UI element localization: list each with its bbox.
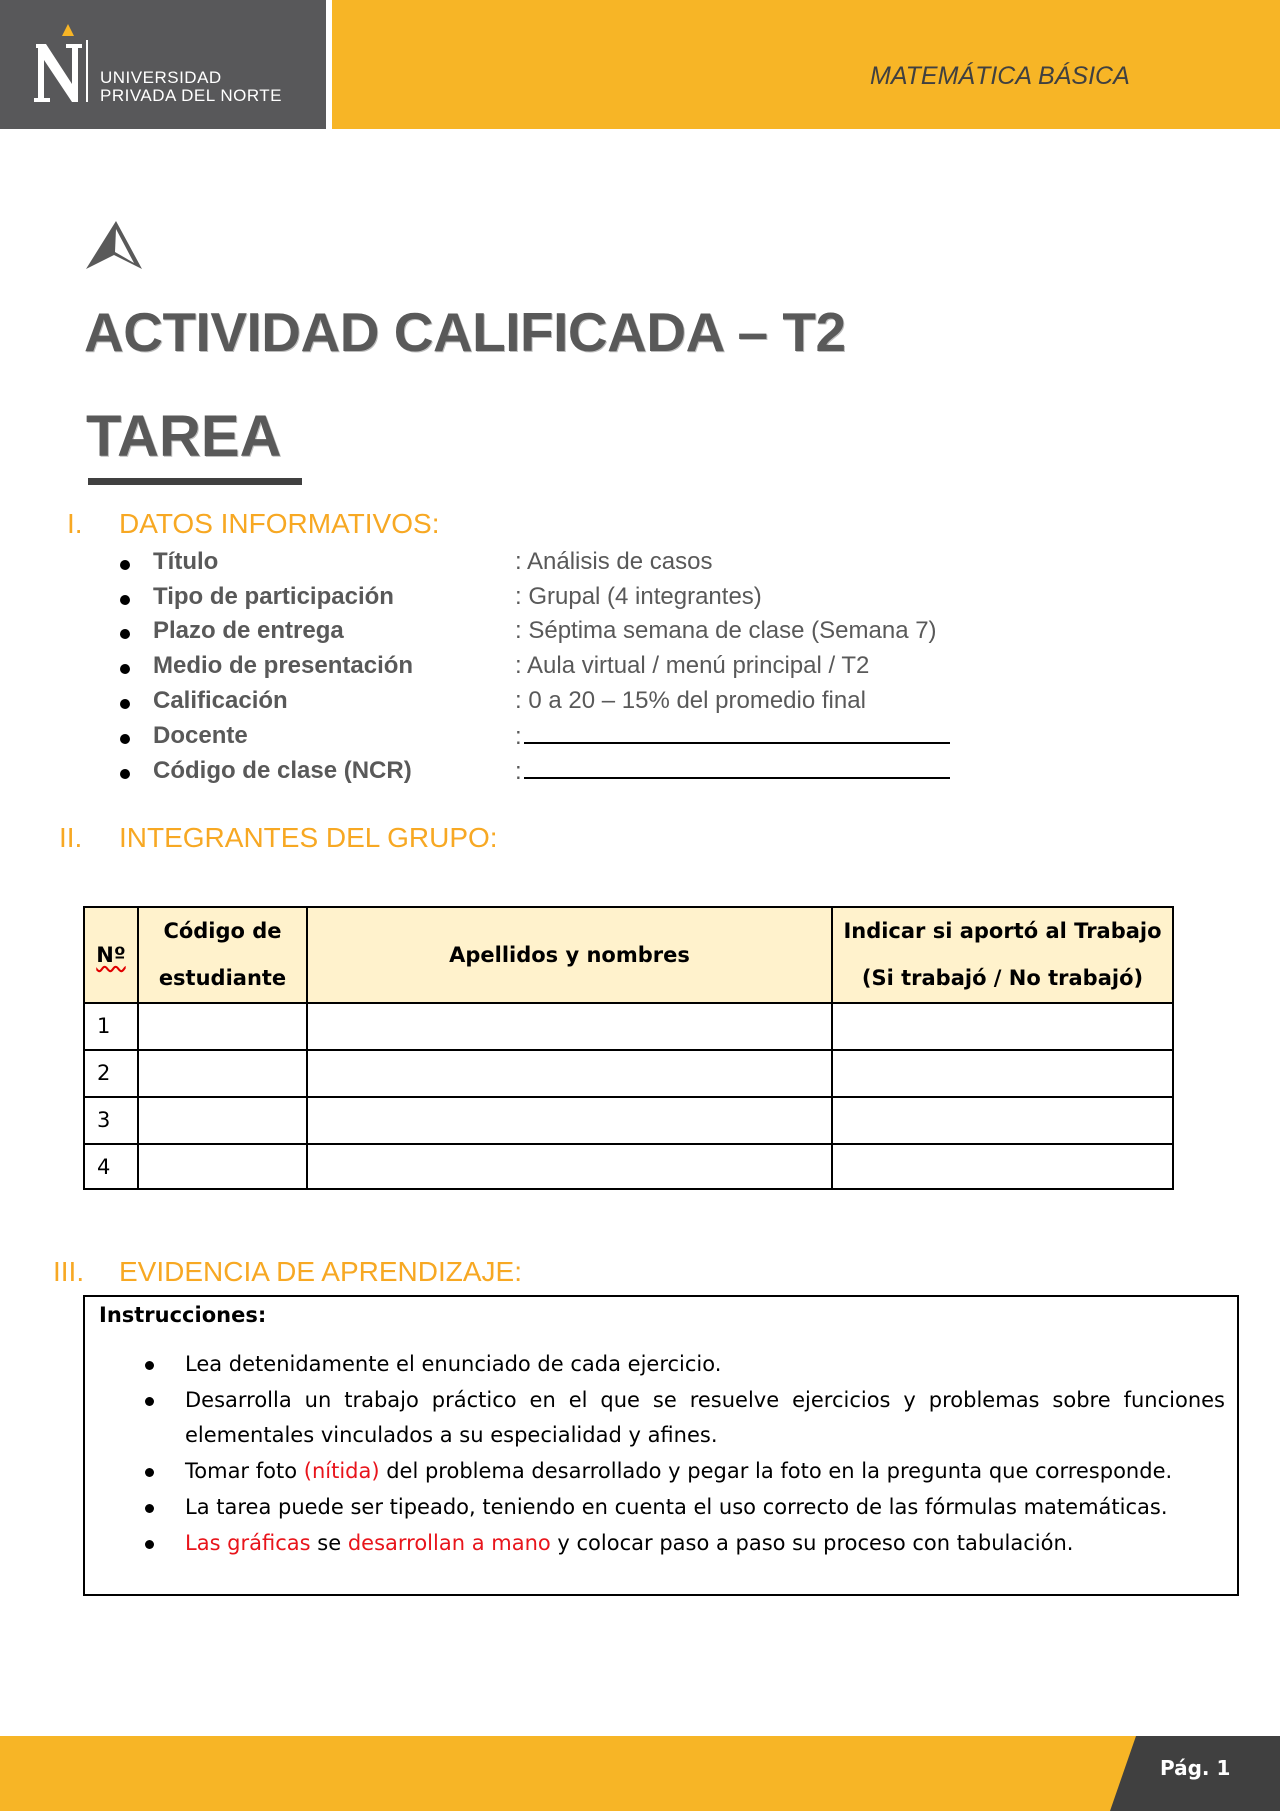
bullet-icon	[120, 560, 130, 570]
course-title: MATEMÁTICA BÁSICA	[870, 62, 1130, 90]
info-value: : Aula virtual / menú principal / T2	[515, 652, 870, 679]
bullet-icon	[145, 1540, 154, 1549]
page-footer	[0, 1736, 1280, 1811]
info-value: : Análisis de casos	[515, 548, 713, 575]
instruction-1: Lea detenidamente el enunciado de cada ejercicio.	[185, 1352, 722, 1376]
instruction-2: Desarrolla un trabajo práctico en el que se resuelve ejercicios y problemas sobre funciones elementales vinculados a su especialidad y afines.	[185, 1388, 1225, 1447]
ncr-blank-line[interactable]	[524, 757, 950, 779]
instruction-4: La tarea puede ser tipeado, teniendo en cuenta el uso correcto de las fórmulas matemáticas.	[185, 1495, 1168, 1519]
task-title: TAREA	[86, 404, 282, 469]
contrib-cell[interactable]	[832, 1144, 1173, 1189]
members-table	[83, 906, 1174, 1190]
bullet-icon	[120, 699, 130, 709]
row-number: 3	[84, 1097, 138, 1144]
bullet-icon	[120, 629, 130, 639]
bullet-icon	[120, 734, 130, 744]
bullet-icon	[145, 1361, 154, 1370]
contrib-cell[interactable]	[832, 1003, 1173, 1050]
instruction-3-highlight: (nítida)	[303, 1459, 380, 1483]
bullet-icon	[145, 1504, 154, 1513]
table-header-row	[84, 907, 1173, 1003]
contrib-cell[interactable]	[832, 1097, 1173, 1144]
bullet-icon	[145, 1397, 154, 1406]
table-row	[84, 1144, 1173, 1189]
instruction-3-part-b: del problema desarrollado y pegar la foto en la pregunta que corresponde.	[379, 1459, 1173, 1483]
instruction-5-part-b: y colocar paso a paso su proceso con tabulación.	[550, 1531, 1074, 1555]
code-cell[interactable]	[138, 1050, 307, 1097]
header-code	[138, 907, 307, 1003]
section-3-number: III.	[53, 1256, 85, 1287]
info-label: Docente	[153, 722, 248, 749]
header-code-line2: estudiante	[158, 966, 287, 990]
info-value-blank	[515, 722, 950, 751]
code-cell[interactable]	[138, 1097, 307, 1144]
code-cell[interactable]	[138, 1003, 307, 1050]
logo-text	[100, 69, 282, 105]
header-contrib	[832, 907, 1173, 1003]
info-label: Medio de presentación	[153, 652, 414, 679]
contrib-cell[interactable]	[832, 1050, 1173, 1097]
bullet-icon	[120, 769, 130, 779]
section-2-number: II.	[59, 822, 83, 853]
info-label: Tipo de participación	[153, 583, 394, 610]
logo-line-2: PRIVADA DEL NORTE	[100, 86, 283, 105]
info-value: : Grupal (4 integrantes)	[515, 583, 762, 610]
instruction-5-part-a: se	[310, 1531, 348, 1555]
header-code-line1: Código de	[163, 919, 282, 943]
section-2-title: INTEGRANTES DEL GRUPO:	[119, 822, 498, 853]
instruction-5-highlight-1: Las gráficas	[185, 1531, 311, 1555]
bullet-icon	[120, 595, 130, 605]
row-number: 2	[84, 1050, 138, 1097]
colon: :	[515, 723, 522, 750]
info-label: Título	[153, 548, 219, 575]
row-number: 4	[84, 1144, 138, 1189]
info-label: Plazo de entrega	[153, 617, 344, 644]
header-num: Nº	[84, 907, 138, 1003]
task-title-underline	[88, 478, 302, 485]
names-cell[interactable]	[307, 1003, 832, 1050]
names-cell[interactable]	[307, 1097, 832, 1144]
instructions-box	[83, 1295, 1239, 1596]
info-value: : 0 a 20 – 15% del promedio final	[515, 687, 866, 714]
code-cell[interactable]	[138, 1144, 307, 1189]
header-names: Apellidos y nombres	[307, 907, 832, 1003]
section-1-title: DATOS INFORMATIVOS:	[119, 508, 440, 539]
info-label: Calificación	[153, 687, 288, 714]
table-row	[84, 1097, 1173, 1144]
bullet-icon	[120, 664, 130, 674]
info-label: Código de clase (NCR)	[153, 757, 412, 784]
docente-blank-line[interactable]	[524, 722, 950, 744]
logo-block	[0, 0, 326, 129]
instruction-3-part-a: Tomar foto	[185, 1459, 304, 1483]
info-value-blank	[515, 757, 950, 786]
section-3-title: EVIDENCIA DE APRENDIZAJE:	[119, 1256, 522, 1287]
table-row	[84, 1003, 1173, 1050]
header-contrib-line2: (Si trabajó / No trabajó)	[861, 966, 1144, 990]
instructions-title: Instrucciones:	[99, 1303, 267, 1327]
instruction-3	[185, 1454, 1225, 1489]
logo-line-1: UNIVERSIDAD	[100, 68, 222, 87]
names-cell[interactable]	[307, 1050, 832, 1097]
bullet-icon	[145, 1468, 154, 1477]
page-number: Pág. 1	[1160, 1756, 1231, 1780]
header-contrib-line1: Indicar si aportó al Trabajo	[843, 919, 1162, 943]
colon: :	[515, 758, 522, 785]
university-logo-icon	[32, 22, 92, 108]
instruction-5	[185, 1526, 1225, 1561]
instruction-5-highlight-2: desarrollan a mano	[347, 1531, 551, 1555]
section-1-number: I.	[67, 508, 83, 539]
arrow-icon	[84, 219, 144, 271]
row-number: 1	[84, 1003, 138, 1050]
header-divider	[326, 0, 332, 129]
info-value: : Séptima semana de clase (Semana 7)	[515, 617, 937, 644]
names-cell[interactable]	[307, 1144, 832, 1189]
activity-title: ACTIVIDAD CALIFICADA – T2	[84, 301, 846, 363]
table-row	[84, 1050, 1173, 1097]
